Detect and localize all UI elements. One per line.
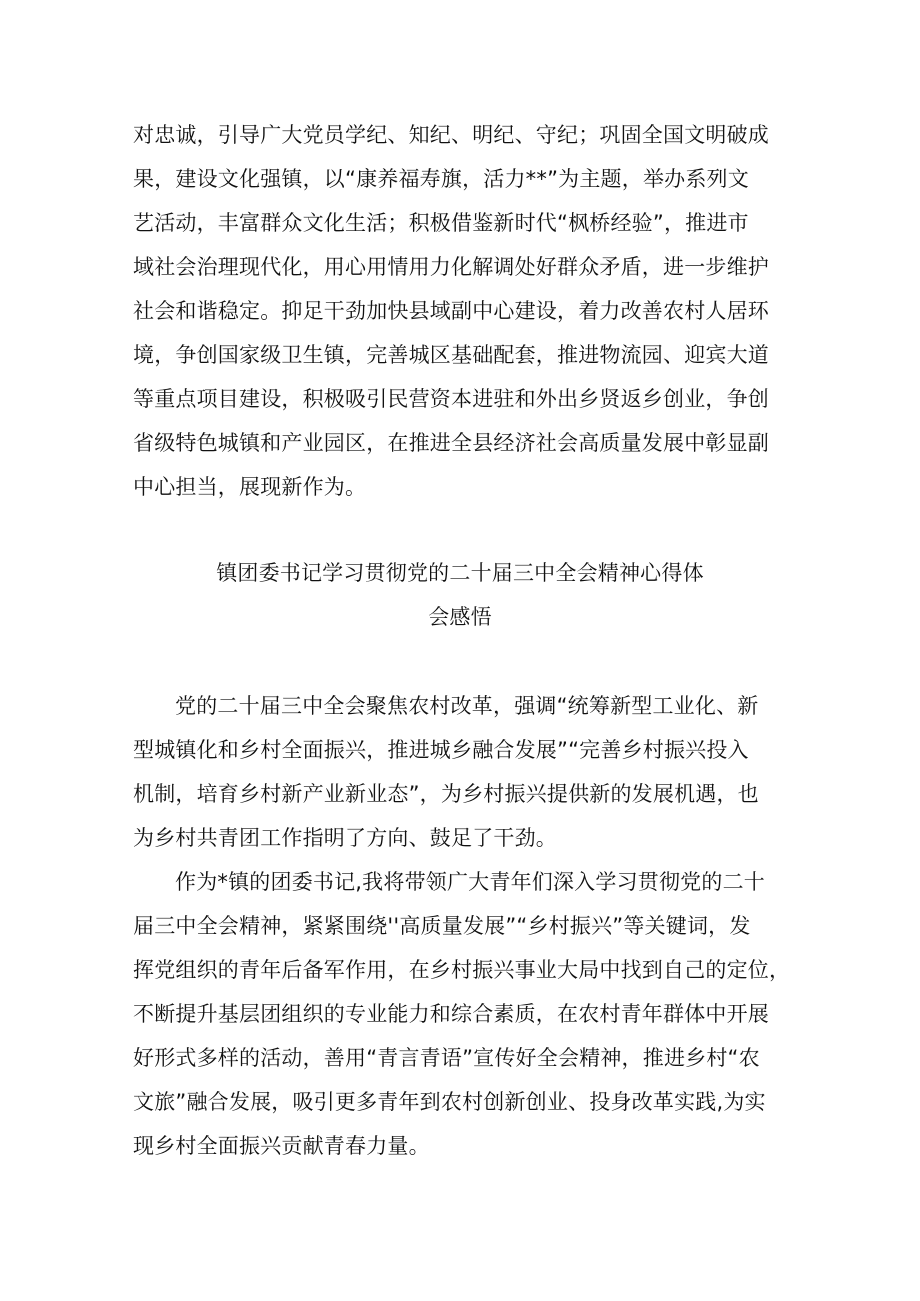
paragraph-3-line: 作为*镇的团委书记,我将带领广大青年们深入学习贯彻党的二十 (175, 870, 765, 894)
section-title-line: 会感悟 (428, 605, 492, 629)
paragraph-1-line: 社会和谐稳定。抑足干劲加快县域副中心建设，着力改善农村人居环 (133, 299, 769, 323)
paragraph-1-line: 艺活动，丰富群众文化生活；积极借鉴新时代“枫桥经验”，推进市 (133, 211, 749, 235)
paragraph-1-line: 等重点项目建设，积极吸引民营资本进驻和外出乡贤返乡创业，争创 (133, 387, 769, 411)
paragraph-1-line: 对忠诚，引导广大党员学纪、知纪、明纪、守纪；巩固全国文明破成 (133, 123, 769, 147)
paragraph-3-line: 好形式多样的活动，善用“青言青语”宣传好全会精神，推进乡村“农 (133, 1046, 760, 1070)
paragraph-2-line: 为乡村共青团工作指明了方向、鼓足了干劲。 (133, 826, 557, 850)
section-title-line: 镇团委书记学习贯彻党的二十届三中全会精神心得体 (216, 561, 704, 585)
paragraph-2-line: 机制，培育乡村新产业新业态”，为乡村振兴提供新的发展机遇，也 (133, 782, 759, 806)
paragraph-1-line: 果，建设文化强镇，以“康养福寿旗，活力**”为主题，举办系列文 (133, 167, 749, 191)
paragraph-2-line: 党的二十届三中全会聚焦农村改革，强调“统筹新型工业化、新 (175, 694, 759, 718)
paragraph-3-line: 挥党组织的青年后备军作用，在乡村振兴事业大局中找到自己的定位， (133, 958, 791, 982)
paragraph-1-line: 省级特色城镇和产业园区，在推进全县经济社会高质量发展中彰显副 (133, 431, 769, 455)
paragraph-1-line: 域社会治理现代化，用心用情用力化解调处好群众矛盾，进一步维护 (133, 255, 769, 279)
paragraph-3-line: 届三中全会精神，紧紧围绕''高质量发展”“乡村振兴”等关键词，发 (133, 914, 751, 938)
paragraph-3-line: 不断提升基层团组织的专业能力和综合素质，在农村青年群体中开展 (133, 1002, 769, 1026)
paragraph-1-line: 中心担当，展现新作为。 (133, 475, 367, 499)
paragraph-2-line: 型城镇化和乡村全面振兴，推进城乡融合发展”“完善乡村振兴投入 (133, 738, 749, 762)
paragraph-3-line: 文旅”融合发展，吸引更多青年到农村创新创业、投身改革实践,为实 (133, 1090, 766, 1114)
paragraph-1-line: 境，争创国家级卫生镇，完善城区基础配套，推进物流园、迎宾大道 (133, 343, 769, 367)
paragraph-3-line: 现乡村全面振兴贡献青春力量。 (133, 1134, 430, 1158)
